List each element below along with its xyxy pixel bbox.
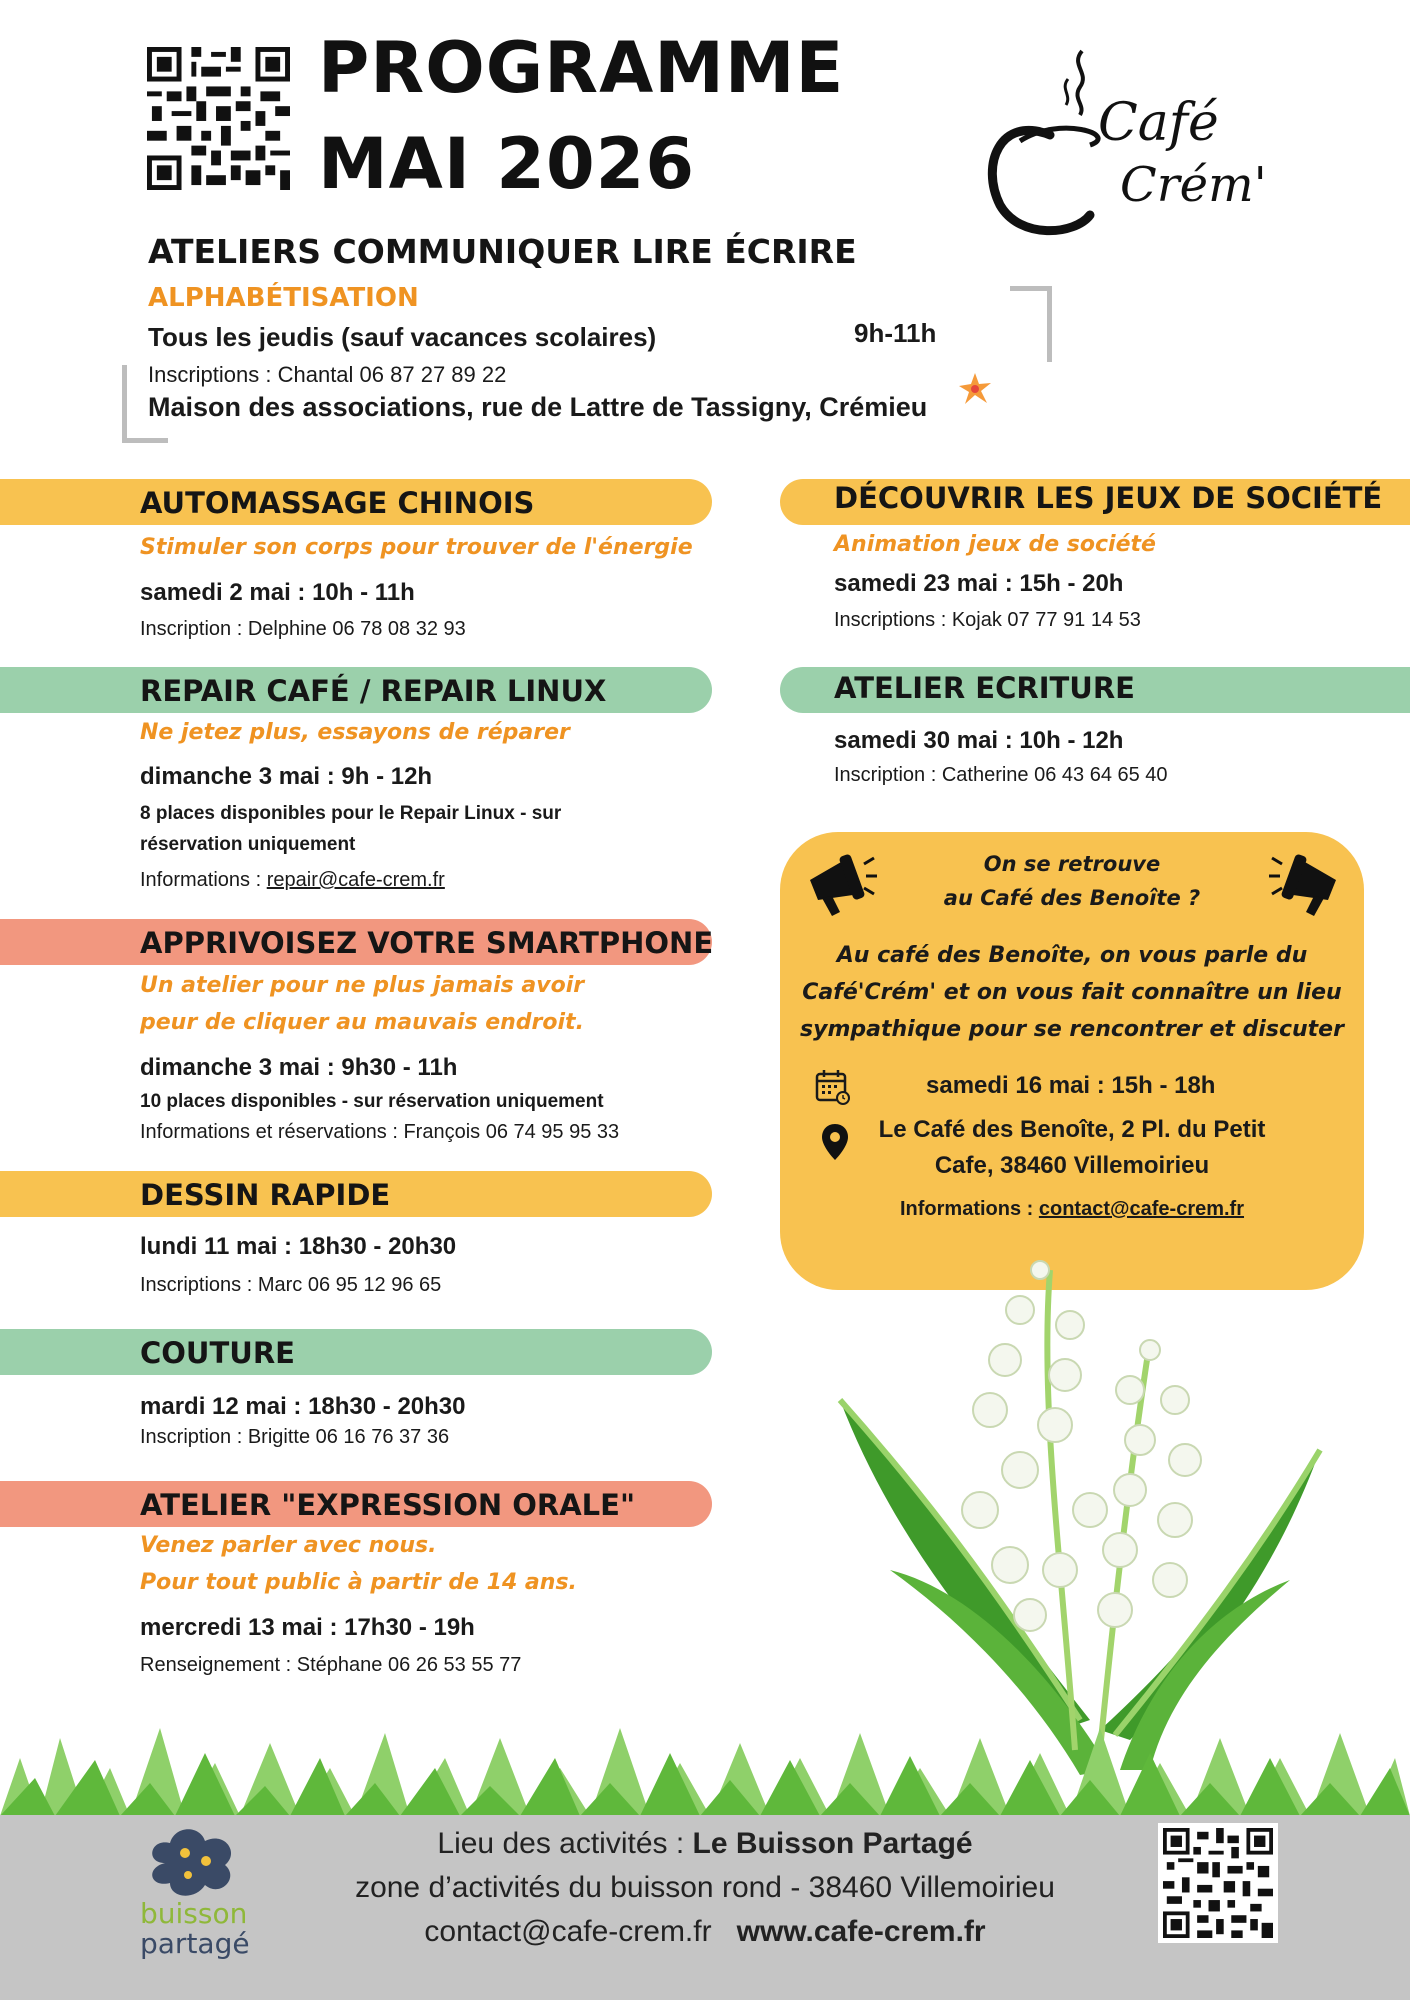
section-contact xyxy=(140,869,445,892)
section-note: 8 places disponibles pour le Repair Linux - sur xyxy=(140,803,562,824)
page-title-line1: PROGRAMME xyxy=(318,27,845,109)
qr-code-icon xyxy=(147,47,290,190)
footer-venue-name: Le Buisson Partagé xyxy=(692,1827,973,1860)
footer-logo-line2: partagé xyxy=(140,1927,250,1960)
section-contact: Inscription : Brigitte 06 16 76 37 36 xyxy=(140,1426,450,1448)
section-date: mercredi 13 mai : 17h30 - 19h xyxy=(140,1614,475,1641)
card-date: samedi 16 mai : 15h - 18h xyxy=(926,1072,1216,1099)
section-date: lundi 11 mai : 18h30 - 20h30 xyxy=(140,1233,457,1260)
footer xyxy=(0,1815,1410,2000)
alpha-place: Maison des associations, rue de Lattre de Tassigny, Crémieu xyxy=(148,392,928,422)
section-date: samedi 23 mai : 15h - 20h xyxy=(834,570,1124,597)
section-subtitle: Animation jeux de société xyxy=(834,532,1156,557)
band-smartphone xyxy=(0,919,712,965)
bracket-bottom-left xyxy=(122,365,168,443)
card-body-line2: Café'Crém' et on vous fait connaître un lieu xyxy=(802,980,1342,1005)
section-contact: Inscriptions : Kojak 07 77 91 14 53 xyxy=(834,609,1141,631)
logo-line1: Café xyxy=(1098,93,1219,153)
section-title: AUTOMASSAGE CHINOIS xyxy=(140,486,535,520)
section-note: réservation uniquement xyxy=(140,834,356,855)
cafe-crem-logo xyxy=(980,45,1280,245)
section-subtitle: Un atelier pour ne plus jamais avoir xyxy=(140,973,585,998)
section-contact: Inscriptions : Marc 06 95 12 96 65 xyxy=(140,1274,442,1296)
footer-logo-line1: buisson xyxy=(140,1897,248,1930)
repair-email-link[interactable]: repair@cafe-crem.fr xyxy=(266,869,445,891)
section-date: mardi 12 mai : 18h30 - 20h30 xyxy=(140,1393,466,1420)
section-title: COUTURE xyxy=(140,1336,295,1370)
section-subtitle: Stimuler son corps pour trouver de l'énergie xyxy=(140,535,693,560)
footer-venue-prefix: Lieu des activités : xyxy=(437,1827,693,1860)
bracket-top-right xyxy=(1010,286,1052,362)
section-contact: Inscription : Catherine 06 43 64 65 40 xyxy=(834,764,1168,786)
card-info xyxy=(780,1198,1364,1221)
band-expression xyxy=(0,1481,712,1527)
grass-illustration xyxy=(0,1698,1410,1818)
section-title: ATELIER ECRITURE xyxy=(834,671,1135,705)
contact-prefix: Informations : xyxy=(140,869,267,891)
band-jeux xyxy=(780,479,1410,525)
calendar-icon xyxy=(814,1068,852,1106)
section-title: DESSIN RAPIDE xyxy=(140,1178,391,1212)
band-dessin xyxy=(0,1171,712,1217)
alpha-subtitle: ALPHABÉTISATION xyxy=(148,283,419,313)
qr-code-icon xyxy=(1158,1823,1278,1943)
card-info-prefix: Informations : xyxy=(899,1198,1039,1220)
card-body-line3: sympathique pour se rencontrer et discuter xyxy=(800,1017,1344,1042)
band-automassage xyxy=(0,479,712,525)
alpha-schedule: Tous les jeudis (sauf vacances scolaires) xyxy=(148,322,657,352)
card-body-line1: Au café des Benoîte, on vous parle du xyxy=(836,943,1308,968)
section-title: ATELIER "EXPRESSION ORALE" xyxy=(140,1488,636,1522)
band-repair xyxy=(0,667,712,713)
card-heading-line2: au Café des Benoîte ? xyxy=(943,886,1201,910)
band-couture xyxy=(0,1329,712,1375)
section-title: APPRIVOISEZ VOTRE SMARTPHONE xyxy=(140,926,714,960)
section-contact: Inscription : Delphine 06 78 08 32 93 xyxy=(140,618,466,640)
section-title: DÉCOUVRIR LES JEUX DE SOCIÉTÉ xyxy=(834,481,1383,515)
card-address-line2: Cafe, 38460 Villemoirieu xyxy=(934,1152,1210,1179)
section-subtitle: peur de cliquer au mauvais endroit. xyxy=(140,1010,584,1035)
section-date: samedi 2 mai : 10h - 11h xyxy=(140,579,415,606)
section-contact: Informations et réservations : François 06 74 95 95 33 xyxy=(140,1121,620,1143)
logo-line2: Crém' xyxy=(1120,157,1267,213)
footer-address: zone d’activités du buisson rond - 38460 Villemoirieu xyxy=(355,1871,1055,1904)
section-note: 10 places disponibles - sur réservation uniquement xyxy=(140,1091,604,1112)
card-address-line1: Le Café des Benoîte, 2 Pl. du Petit xyxy=(878,1116,1266,1143)
section-contact: Renseignement : Stéphane 06 26 53 55 77 xyxy=(140,1654,522,1676)
footer-website[interactable]: www.cafe-crem.fr xyxy=(736,1915,986,1948)
card-email-link[interactable]: contact@cafe-crem.fr xyxy=(1038,1198,1245,1220)
page-title-line2: MAI 2026 xyxy=(318,123,696,205)
section-subtitle: Pour tout public à partir de 14 ans. xyxy=(140,1570,577,1595)
section-title: REPAIR CAFÉ / REPAIR LINUX xyxy=(140,674,607,708)
footer-email[interactable]: contact@cafe-crem.fr xyxy=(424,1915,712,1948)
section-subtitle: Ne jetez plus, essayons de réparer xyxy=(140,720,570,745)
alpha-hours: 9h-11h xyxy=(854,318,937,348)
section-date: dimanche 3 mai : 9h30 - 11h xyxy=(140,1054,458,1081)
band-ecriture xyxy=(780,667,1410,713)
alpha-contact: Inscriptions : Chantal 06 87 27 89 22 xyxy=(148,362,507,387)
benoite-card xyxy=(780,832,1364,1290)
sparkle-icon xyxy=(957,371,993,407)
section-subtitle: Venez parler avec nous. xyxy=(140,1533,437,1558)
alpha-title: ATELIERS COMMUNIQUER LIRE ÉCRIRE xyxy=(148,232,857,271)
card-heading-line1: On se retrouve xyxy=(983,852,1161,876)
section-date: dimanche 3 mai : 9h - 12h xyxy=(140,763,433,790)
section-date: samedi 30 mai : 10h - 12h xyxy=(834,727,1124,754)
